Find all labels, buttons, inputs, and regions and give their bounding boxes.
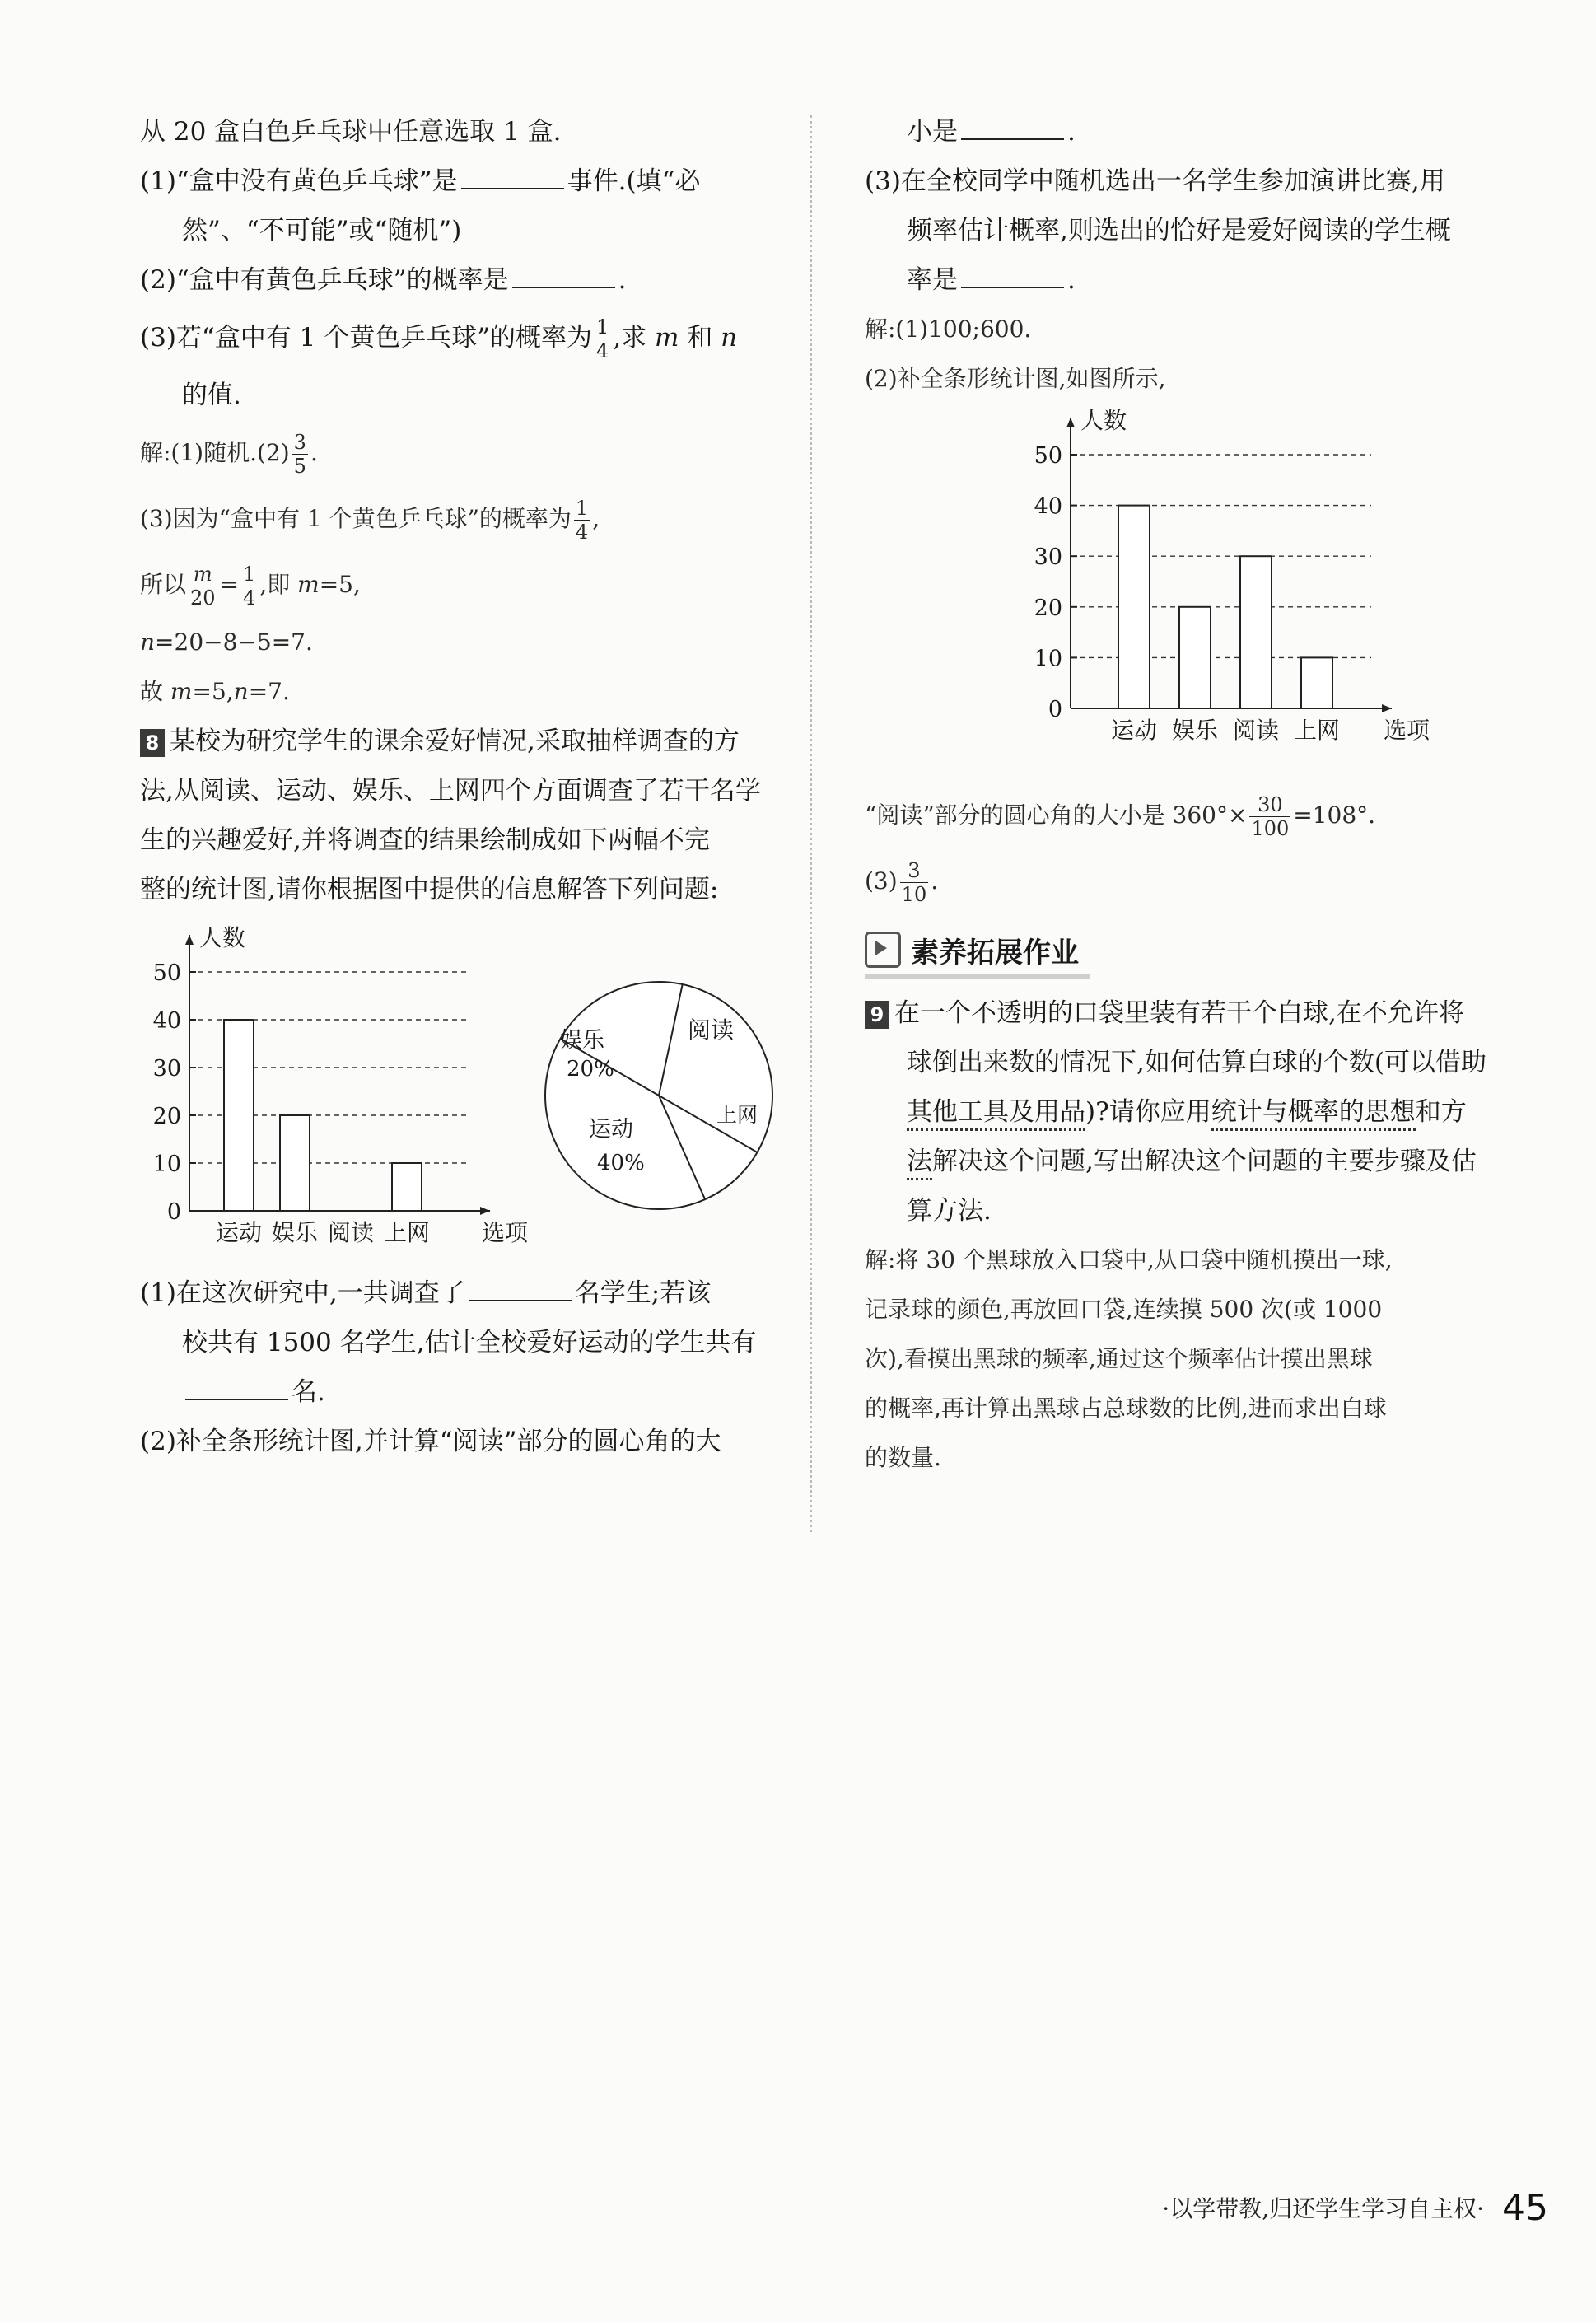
left-column [140,107,791,1466]
question-8-line: 整的统计图,请你根据图中提供的信息解答下列问题: [140,875,719,904]
question-9-line: 球倒出来数的情况下,如何估算白球的个数(可以借助 [907,1048,1486,1077]
fraction: $\frac{1}{4}$ [596,315,609,362]
answer-blank[interactable] [961,265,1064,288]
x-tick-label: 娱乐 [1171,717,1219,744]
answer-line-5: 故 m=5,n=7. [140,678,290,705]
sub-question-1-cont: 校共有 1500 名学生,估计全校爱好运动的学生共有 [182,1328,757,1357]
answer-9-line: 次),看摸出黑球的频率,通过这个频率估计摸出黑球 [865,1345,1373,1372]
figure-row [140,914,791,1268]
question-9-line: 法解决这个问题,写出解决这个问题的主要步骤及估 [865,1137,1515,1186]
answer-blank[interactable] [512,265,615,288]
x-axis-arrow [1382,704,1392,712]
page-footer [1021,2179,1548,2236]
question-2: (2)“盒中有黄色乒乓球”的概率是 . [140,265,627,295]
y-tick-label: 10 [152,1152,181,1177]
fraction: $\frac{3}{10}$ [901,859,927,906]
answer-8-2: (2)补全条形统计图,如图所示, [865,365,1166,392]
question-8-line: 法,从阅读、运动、娱乐、上网四个方面调查了若干名学 [140,776,761,806]
sub-question-1-cont: 名. [140,1367,791,1417]
sub-question-3-cont: 频率估计概率,则选出的恰好是爱好阅读的学生概 [907,216,1451,245]
bar [1240,556,1272,708]
pie-label-entertainment: 娱乐 [560,1028,604,1054]
x-tick-label: 上网 [1293,717,1341,744]
answer-line-2: (3)因为“盒中有 1 个黄色乒乓球”的概率为 $\frac{1}{4}$ , [140,497,600,544]
footer-motto: ·以学带教,归还学生学习自主权· [1162,2195,1484,2222]
answer-blank[interactable] [469,1278,572,1301]
x-tick-label: 阅读 [327,1219,375,1246]
fraction: $\frac{1}{4}$ [575,497,589,544]
pie-value-sports: 40% [597,1151,645,1175]
y-axis-label: 人数 [1080,407,1127,434]
question-1: (1)“盒中没有黄色乒乓球”是 事件.(填“必 [140,166,701,196]
right-column [865,107,1515,1483]
answer-8-3: (3) $\frac{3}{10}$ . [865,859,939,906]
x-axis-arrow [480,1207,490,1215]
pie-value-entertainment: 20% [567,1057,614,1082]
sub-question-2: (2)补全条形统计图,并计算“阅读”部分的圆心角的大 [140,1427,721,1456]
bar [1301,657,1332,708]
bar-chart-incomplete [140,914,529,1268]
y-tick-label: 40 [152,1008,181,1034]
fraction: $\frac{1}{4}$ [243,563,256,610]
section-title: 素养拓展作业 [911,936,1079,969]
answer-line-1: 解:(1)随机.(2) $\frac{3}{5}$ . [140,431,318,478]
x-tick-label: 运动 [215,1219,263,1246]
y-axis-arrow [1066,418,1075,427]
answer-blank[interactable] [961,117,1064,140]
answer-blank[interactable] [461,166,564,189]
pie-label-internet: 上网 [716,1103,758,1127]
bar [1118,506,1150,708]
section-header [865,926,1090,979]
sub-question-2-cont: 小是 . [907,117,1076,147]
answer-9-line: 记录球的颜色,再放回口袋,连续摸 500 次(或 1000 [865,1296,1383,1323]
completed-chart-figure [865,404,1515,783]
bar [392,1163,422,1211]
y-tick-label: 50 [1034,443,1062,469]
sub-question-1: (1)在这次研究中,一共调查了 名学生;若该 [140,1278,712,1308]
x-axis-label: 选项 [1384,717,1430,744]
sub-question-3: (3)在全校同学中随机选出一名学生参加演讲比赛,用 [865,166,1445,196]
answer-blank[interactable] [185,1377,288,1400]
question-8: 8 某校为研究学生的课余爱好情况,采取抽样调查的方 [140,717,791,766]
bar [1179,607,1211,708]
answer-line-4: n=20−8−5=7. [140,628,313,656]
y-tick-label: 30 [152,1056,181,1082]
fraction: $\frac{m}{20}$ [190,563,216,610]
x-tick-label: 娱乐 [271,1219,319,1246]
y-tick-label: 20 [1034,595,1062,621]
x-tick-label: 上网 [383,1219,431,1246]
question-3-cont: 的值. [182,381,241,410]
question-9-line: 其他工具及用品)?请你应用统计与概率的思想和方 [865,1087,1515,1137]
question-number-badge: 9 [865,1001,889,1029]
bar [224,1020,254,1211]
question-9-line: 算方法. [907,1196,992,1226]
question-8-line: 生的兴趣爱好,并将调查的结果绘制成如下两幅不完 [140,825,710,855]
bar-chart-completed [988,404,1430,783]
sub-question-3-cont: 率是 . [907,265,1076,295]
x-tick-label: 阅读 [1232,717,1280,744]
pie-label-sports: 运动 [589,1117,633,1142]
arrow-icon [865,932,901,968]
y-axis-arrow [185,935,194,945]
pie-chart [535,972,782,1219]
y-tick-label: 30 [1034,544,1062,571]
answer-8-1: 解:(1)100;600. [865,315,1032,343]
y-tick-label: 20 [152,1104,181,1129]
question-3: (3)若“盒中有 1 个黄色乒乓球”的概率为 $\frac{1}{4}$ ,求 m 和 n [140,315,738,362]
fraction: $\frac{30}{100}$ [1251,793,1290,840]
question-number-badge: 8 [140,729,165,757]
question-1-cont: 然”、“不可能”或“随机”) [182,216,462,245]
bar [280,1115,310,1211]
y-tick-label: 0 [1048,697,1062,722]
answer-8-angle: “阅读”部分的圆心角的大小是 360°× $\frac{30}{100}$ =108°. [865,793,1376,840]
answer-line-3: 所以 $\frac{m}{20}$ = $\frac{1}{4}$ ,即 m=5, [140,563,361,610]
fraction: $\frac{3}{5}$ [293,431,306,478]
x-tick-label: 运动 [1110,717,1158,744]
answer-9-line: 的概率,再计算出黑球占总球数的比例,进而求出白球 [865,1395,1387,1422]
y-axis-label: 人数 [199,924,246,951]
problem-intro: 从 20 盒白色乒乓球中任意选取 1 盒. [140,117,562,147]
answer-9-line: 的数量. [865,1444,941,1471]
answer-9-line: 解:将 30 个黑球放入口袋中,从口袋中随机摸出一球, [865,1246,1393,1273]
question-9: 9 在一个不透明的口袋里装有若干个白球,在不允许将 [865,988,1515,1038]
y-tick-label: 40 [1034,493,1062,520]
x-axis-label: 选项 [482,1219,529,1246]
pie-label-reading: 阅读 [688,1016,735,1044]
y-tick-label: 50 [152,960,181,986]
y-tick-label: 0 [166,1199,181,1225]
column-divider [810,115,812,1532]
page-number: 45 [1502,2186,1548,2229]
y-tick-label: 10 [1034,646,1062,672]
